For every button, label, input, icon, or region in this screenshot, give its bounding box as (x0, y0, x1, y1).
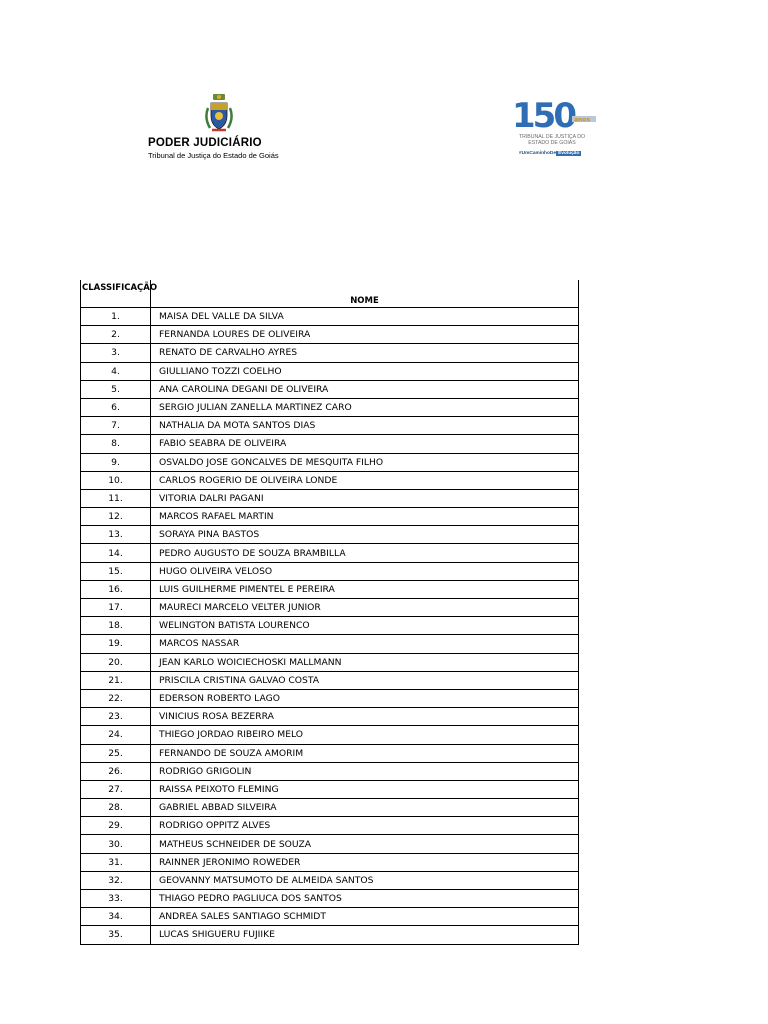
name-cell: RODRIGO OPPITZ ALVES (151, 817, 579, 835)
coat-of-arms-icon (202, 92, 236, 136)
table-row (81, 398, 579, 416)
table-row (81, 544, 579, 562)
table-row (81, 562, 579, 580)
table-row (81, 762, 579, 780)
org-subtitle: Tribunal de Justiça do Estado de Goiás (148, 151, 279, 160)
rank-cell: 14. (81, 544, 151, 562)
table-row (81, 326, 579, 344)
rank-cell: 18. (81, 617, 151, 635)
rank-cell: 19. (81, 635, 151, 653)
name-cell: ANA CAROLINA DEGANI DE OLIVEIRA (151, 380, 579, 398)
table-row (81, 489, 579, 507)
rank-cell: 23. (81, 708, 151, 726)
name-cell: LUCAS SHIGUERU FUJIIKE (151, 926, 579, 944)
name-cell: MAURECI MARCELO VELTER JUNIOR (151, 599, 579, 617)
table-row (81, 817, 579, 835)
rank-cell: 26. (81, 762, 151, 780)
anniversary-number: 150 (512, 96, 574, 130)
rank-cell: 17. (81, 599, 151, 617)
hashtag-part2: Evolução (558, 151, 580, 156)
table-row (81, 453, 579, 471)
rank-cell: 1. (81, 308, 151, 326)
table-row (81, 635, 579, 653)
rank-cell: 4. (81, 362, 151, 380)
name-cell: RENATO DE CARVALHO AYRES (151, 344, 579, 362)
rank-cell: 35. (81, 926, 151, 944)
name-cell: THIEGO JORDAO RIBEIRO MELO (151, 726, 579, 744)
name-cell: THIAGO PEDRO PAGLIUCA DOS SANTOS (151, 890, 579, 908)
table-row (81, 708, 579, 726)
anniversary-logo (508, 94, 600, 160)
table-row (81, 853, 579, 871)
name-cell: RODRIGO GRIGOLIN (151, 762, 579, 780)
rank-cell: 32. (81, 871, 151, 889)
name-cell: PEDRO AUGUSTO DE SOUZA BRAMBILLA (151, 544, 579, 562)
org-name: PODER JUDICIÁRIO (148, 137, 262, 149)
name-cell: CARLOS ROGERIO DE OLIVEIRA LONDE (151, 471, 579, 489)
name-cell: FERNANDO DE SOUZA AMORIM (151, 744, 579, 762)
name-cell: WELINGTON BATISTA LOURENCO (151, 617, 579, 635)
table-row (81, 689, 579, 707)
table-row (81, 617, 579, 635)
anniversary-hashtag (519, 150, 581, 157)
rank-cell: 27. (81, 780, 151, 798)
rank-cell: 28. (81, 799, 151, 817)
poder-judiciario-logo (146, 92, 296, 160)
anniversary-line1: TRIBUNAL DE JUSTIÇA DO (518, 134, 586, 140)
rank-cell: 31. (81, 853, 151, 871)
rank-cell: 5. (81, 380, 151, 398)
name-cell: VINICIUS ROSA BEZERRA (151, 708, 579, 726)
table-row (81, 871, 579, 889)
rank-cell: 21. (81, 671, 151, 689)
rank-cell: 9. (81, 453, 151, 471)
table-row (81, 671, 579, 689)
name-cell: MATHEUS SCHNEIDER DE SOUZA (151, 835, 579, 853)
table-row (81, 780, 579, 798)
name-cell: HUGO OLIVEIRA VELOSO (151, 562, 579, 580)
rank-cell: 30. (81, 835, 151, 853)
anniversary-line2: ESTADO DE GOIÁS (528, 140, 576, 146)
name-cell: JEAN KARLO WOICIECHOSKI MALLMANN (151, 653, 579, 671)
rank-cell: 8. (81, 435, 151, 453)
name-cell: EDERSON ROBERTO LAGO (151, 689, 579, 707)
name-cell: MARCOS RAFAEL MARTIN (151, 508, 579, 526)
name-cell: MAISA DEL VALLE DA SILVA (151, 308, 579, 326)
name-cell: FERNANDA LOURES DE OLIVEIRA (151, 326, 579, 344)
table-row (81, 308, 579, 326)
rank-cell: 33. (81, 890, 151, 908)
rank-cell: 3. (81, 344, 151, 362)
name-cell: VITORIA DALRI PAGANI (151, 489, 579, 507)
table-header-row (81, 280, 579, 308)
name-cell: RAISSA PEIXOTO FLEMING (151, 780, 579, 798)
table-row (81, 362, 579, 380)
name-cell: GABRIEL ABBAD SILVEIRA (151, 799, 579, 817)
table-row (81, 835, 579, 853)
name-cell: PRISCILA CRISTINA GALVAO COSTA (151, 671, 579, 689)
name-cell: NATHALIA DA MOTA SANTOS DIAS (151, 417, 579, 435)
name-cell: SERGIO JULIAN ZANELLA MARTINEZ CARO (151, 398, 579, 416)
rank-cell: 24. (81, 726, 151, 744)
rank-cell: 22. (81, 689, 151, 707)
table-row (81, 799, 579, 817)
rank-cell: 29. (81, 817, 151, 835)
name-cell: GIULLIANO TOZZI COELHO (151, 362, 579, 380)
name-cell: ANDREA SALES SANTIAGO SCHMIDT (151, 908, 579, 926)
table-row (81, 508, 579, 526)
name-cell: GEOVANNY MATSUMOTO DE ALMEIDA SANTOS (151, 871, 579, 889)
rank-cell: 10. (81, 471, 151, 489)
header-classificacao: CLASSIFICAÇÃO (81, 280, 151, 308)
rank-cell: 34. (81, 908, 151, 926)
rank-cell: 6. (81, 398, 151, 416)
rank-cell: 15. (81, 562, 151, 580)
table-row (81, 344, 579, 362)
ranking-table (80, 280, 579, 945)
rank-cell: 11. (81, 489, 151, 507)
rank-cell: 7. (81, 417, 151, 435)
anniversary-emblem-icon (512, 94, 596, 130)
table-row (81, 726, 579, 744)
table-row (81, 599, 579, 617)
table-row (81, 890, 579, 908)
table-row (81, 580, 579, 598)
table-row (81, 908, 579, 926)
table-row (81, 653, 579, 671)
hashtag-part1: #UmCaminhoDe (519, 151, 557, 156)
table-row (81, 926, 579, 944)
name-cell: RAINNER JERONIMO ROWEDER (151, 853, 579, 871)
name-cell: OSVALDO JOSE GONCALVES DE MESQUITA FILHO (151, 453, 579, 471)
table-row (81, 380, 579, 398)
name-cell: MARCOS NASSAR (151, 635, 579, 653)
table-row (81, 744, 579, 762)
rank-cell: 25. (81, 744, 151, 762)
table-row (81, 471, 579, 489)
name-cell: LUIS GUILHERME PIMENTEL E PEREIRA (151, 580, 579, 598)
rank-cell: 12. (81, 508, 151, 526)
anniversary-anos-label: anos (574, 116, 591, 124)
table-row (81, 435, 579, 453)
table-row (81, 526, 579, 544)
rank-cell: 16. (81, 580, 151, 598)
rank-cell: 20. (81, 653, 151, 671)
rank-cell: 2. (81, 326, 151, 344)
name-cell: FABIO SEABRA DE OLIVEIRA (151, 435, 579, 453)
rank-cell: 13. (81, 526, 151, 544)
header-nome: NOME (151, 280, 579, 308)
table-row (81, 417, 579, 435)
name-cell: SORAYA PINA BASTOS (151, 526, 579, 544)
